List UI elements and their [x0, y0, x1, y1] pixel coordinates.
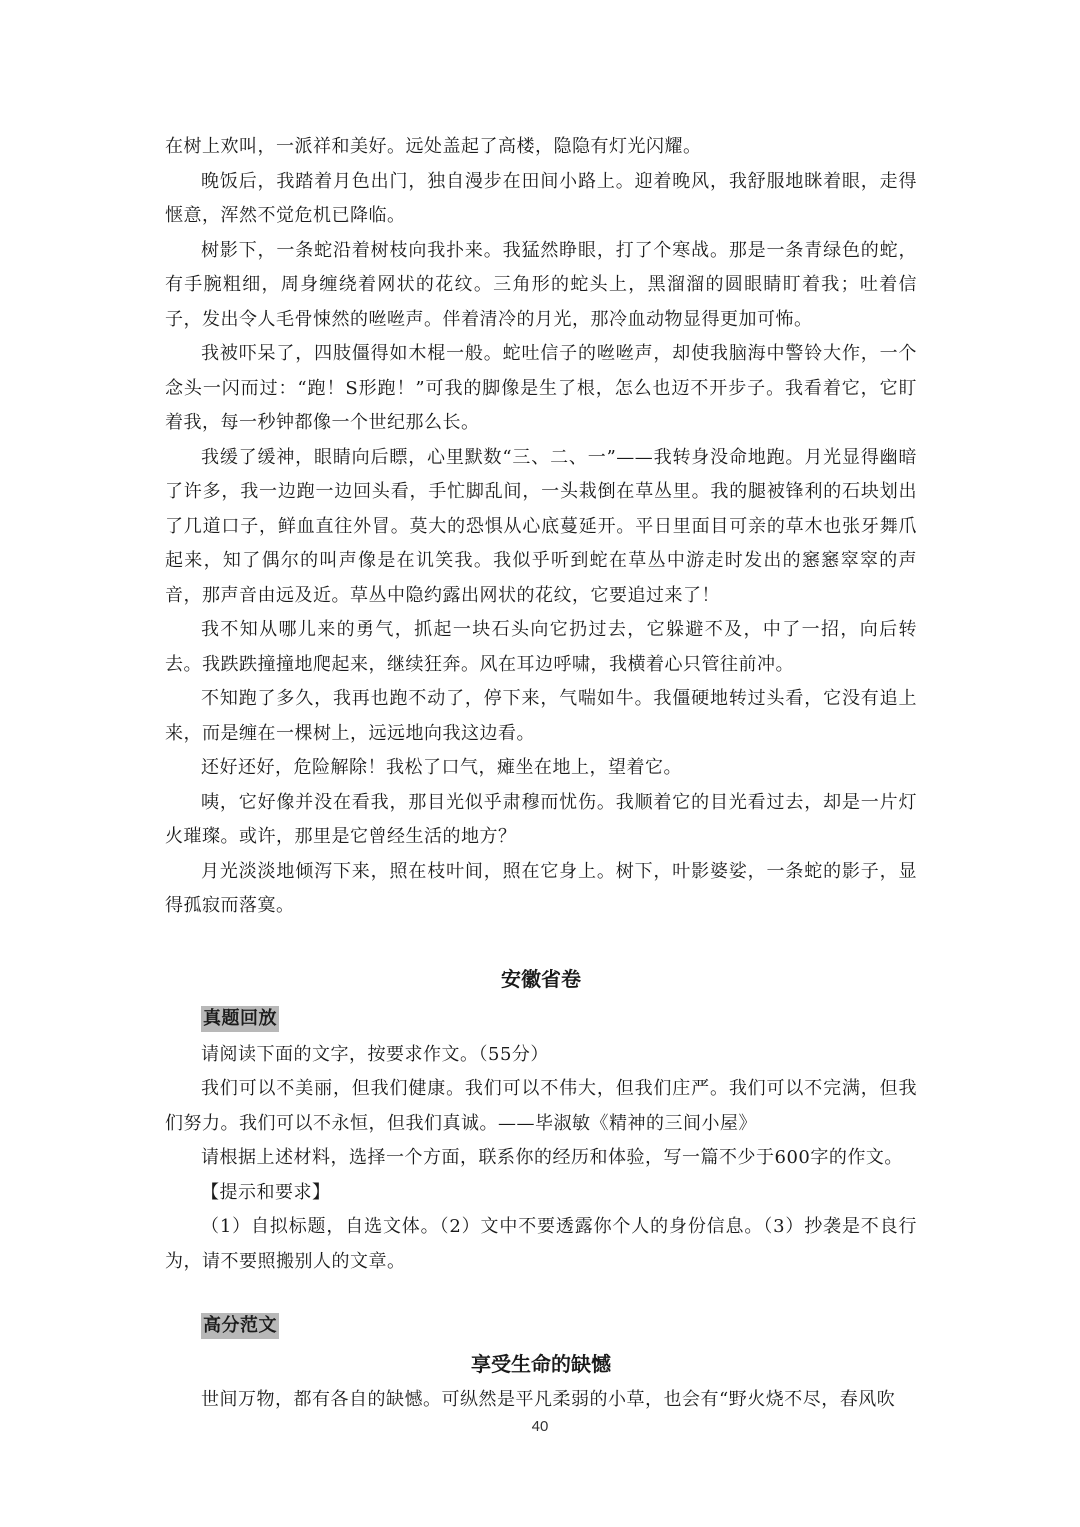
story-paragraph-2: 晚饭后，我踏着月色出门，独自漫步在田间小路上。迎着晚风，我舒服地眯着眼，走得惬意，浑然不觉危机已降临。	[165, 170, 917, 226]
prompt-hints-heading: 【提示和要求】	[201, 1181, 331, 1203]
prompt-quote: 我们可以不美丽，但我们健康。我们可以不伟大，但我们庄严。我们可以不完满，但我们努力。我们可以不永恒，但我们真诚。——毕淑敏《精神的三间小屋》	[165, 1078, 917, 1134]
story-paragraph-7: 不知跑了多久，我再也跑不动了，停下来，气喘如牛。我僵硬地转过头看，它没有追上来，而是缠在一棵树上，远远地向我这边看。	[165, 688, 917, 744]
document-page	[165, 130, 917, 1418]
question-tag-row	[201, 1002, 917, 1036]
question-tag: 真题回放	[201, 1006, 279, 1032]
story-paragraph-5: 我缓了缓神，眼睛向后瞟，心里默数“三、二、一”——我转身没命地跑。月光显得幽暗了许多，我一边跑一边回头看，手忙脚乱间，一头栽倒在草丛里。我的腿被锋利的石块划出了几道口子，鲜血直往外冒。莫大的恐惧从心底蔓延开。平日里面目可亲的草木也张牙舞爪起来，知了偶尔的叫声像是在讥笑我。我似乎听到蛇在草丛中游走时发出的窸窸窣窣的声音，那声音由远及近。草丛中隐约露出网状的花纹，它要追过来了！	[165, 446, 917, 606]
story-paragraph-8: 还好还好，危险解除！我松了口气，瘫坐在地上，望着它。	[201, 757, 682, 778]
story-paragraph-1: 在树上欢叫，一派祥和美好。远处盖起了高楼，隐隐有灯光闪耀。	[165, 136, 702, 157]
story-paragraph-9: 咦，它好像并没在看我，那目光似乎肃穆而忧伤。我顺着它的目光看过去，却是一片灯火璀璨。或许，那里是它曾经生活的地方？	[165, 791, 917, 847]
essay-first-paragraph: 世间万物，都有各自的缺憾。可纵然是平凡柔弱的小草，也会有“野火烧不尽，春风吹	[201, 1389, 896, 1410]
prompt-requirements: （1）自拟标题，自选文体。（2）文中不要透露你个人的身份信息。（3）抄袭是不良行为，请不要照搬别人的文章。	[165, 1216, 917, 1272]
story-paragraph-10: 月光淡淡地倾泻下来，照在枝叶间，照在它身上。树下，叶影婆娑，一条蛇的影子，显得孤寂而落寞。	[165, 860, 917, 916]
prompt-task: 请根据上述材料，选择一个方面，联系你的经历和体验，写一篇不少于600字的作文。	[201, 1147, 903, 1168]
story-paragraph-3: 树影下，一条蛇沿着树枝向我扑来。我猛然睁眼，打了个寒战。那是一条青绿色的蛇，有手腕粗细，周身缠绕着网状的花纹。三角形的蛇头上，黑溜溜的圆眼睛盯着我；吐着信子，发出令人毛骨悚然的咝咝声。伴着清冷的月光，那冷血动物显得更加可怖。	[165, 239, 917, 330]
story-paragraph-6: 我不知从哪儿来的勇气，抓起一块石头向它扔过去，它躲避不及，中了一招，向后转去。我跌跌撞撞地爬起来，继续狂奔。风在耳边呼啸，我横着心只管往前冲。	[165, 619, 917, 675]
story-paragraph-4: 我被吓呆了，四肢僵得如木棍一般。蛇吐信子的咝咝声，却使我脑海中警铃大作，一个念头一闪而过：“跑！S形跑！”可我的脚像是生了根，怎么也迈不开步子。我看着它，它盯着我，每一秒钟都像一个世纪那么长。	[165, 343, 917, 433]
essay-title: 享受生命的缺憾	[471, 1352, 611, 1376]
essay-tag-row	[201, 1309, 917, 1343]
prompt-instruction: 请阅读下面的文字，按要求作文。（55分）	[201, 1043, 549, 1065]
essay-tag: 高分范文	[201, 1313, 279, 1339]
page-number: 40	[531, 1418, 549, 1435]
section-title: 安徽省卷	[501, 966, 581, 991]
spacer	[165, 1279, 917, 1309]
